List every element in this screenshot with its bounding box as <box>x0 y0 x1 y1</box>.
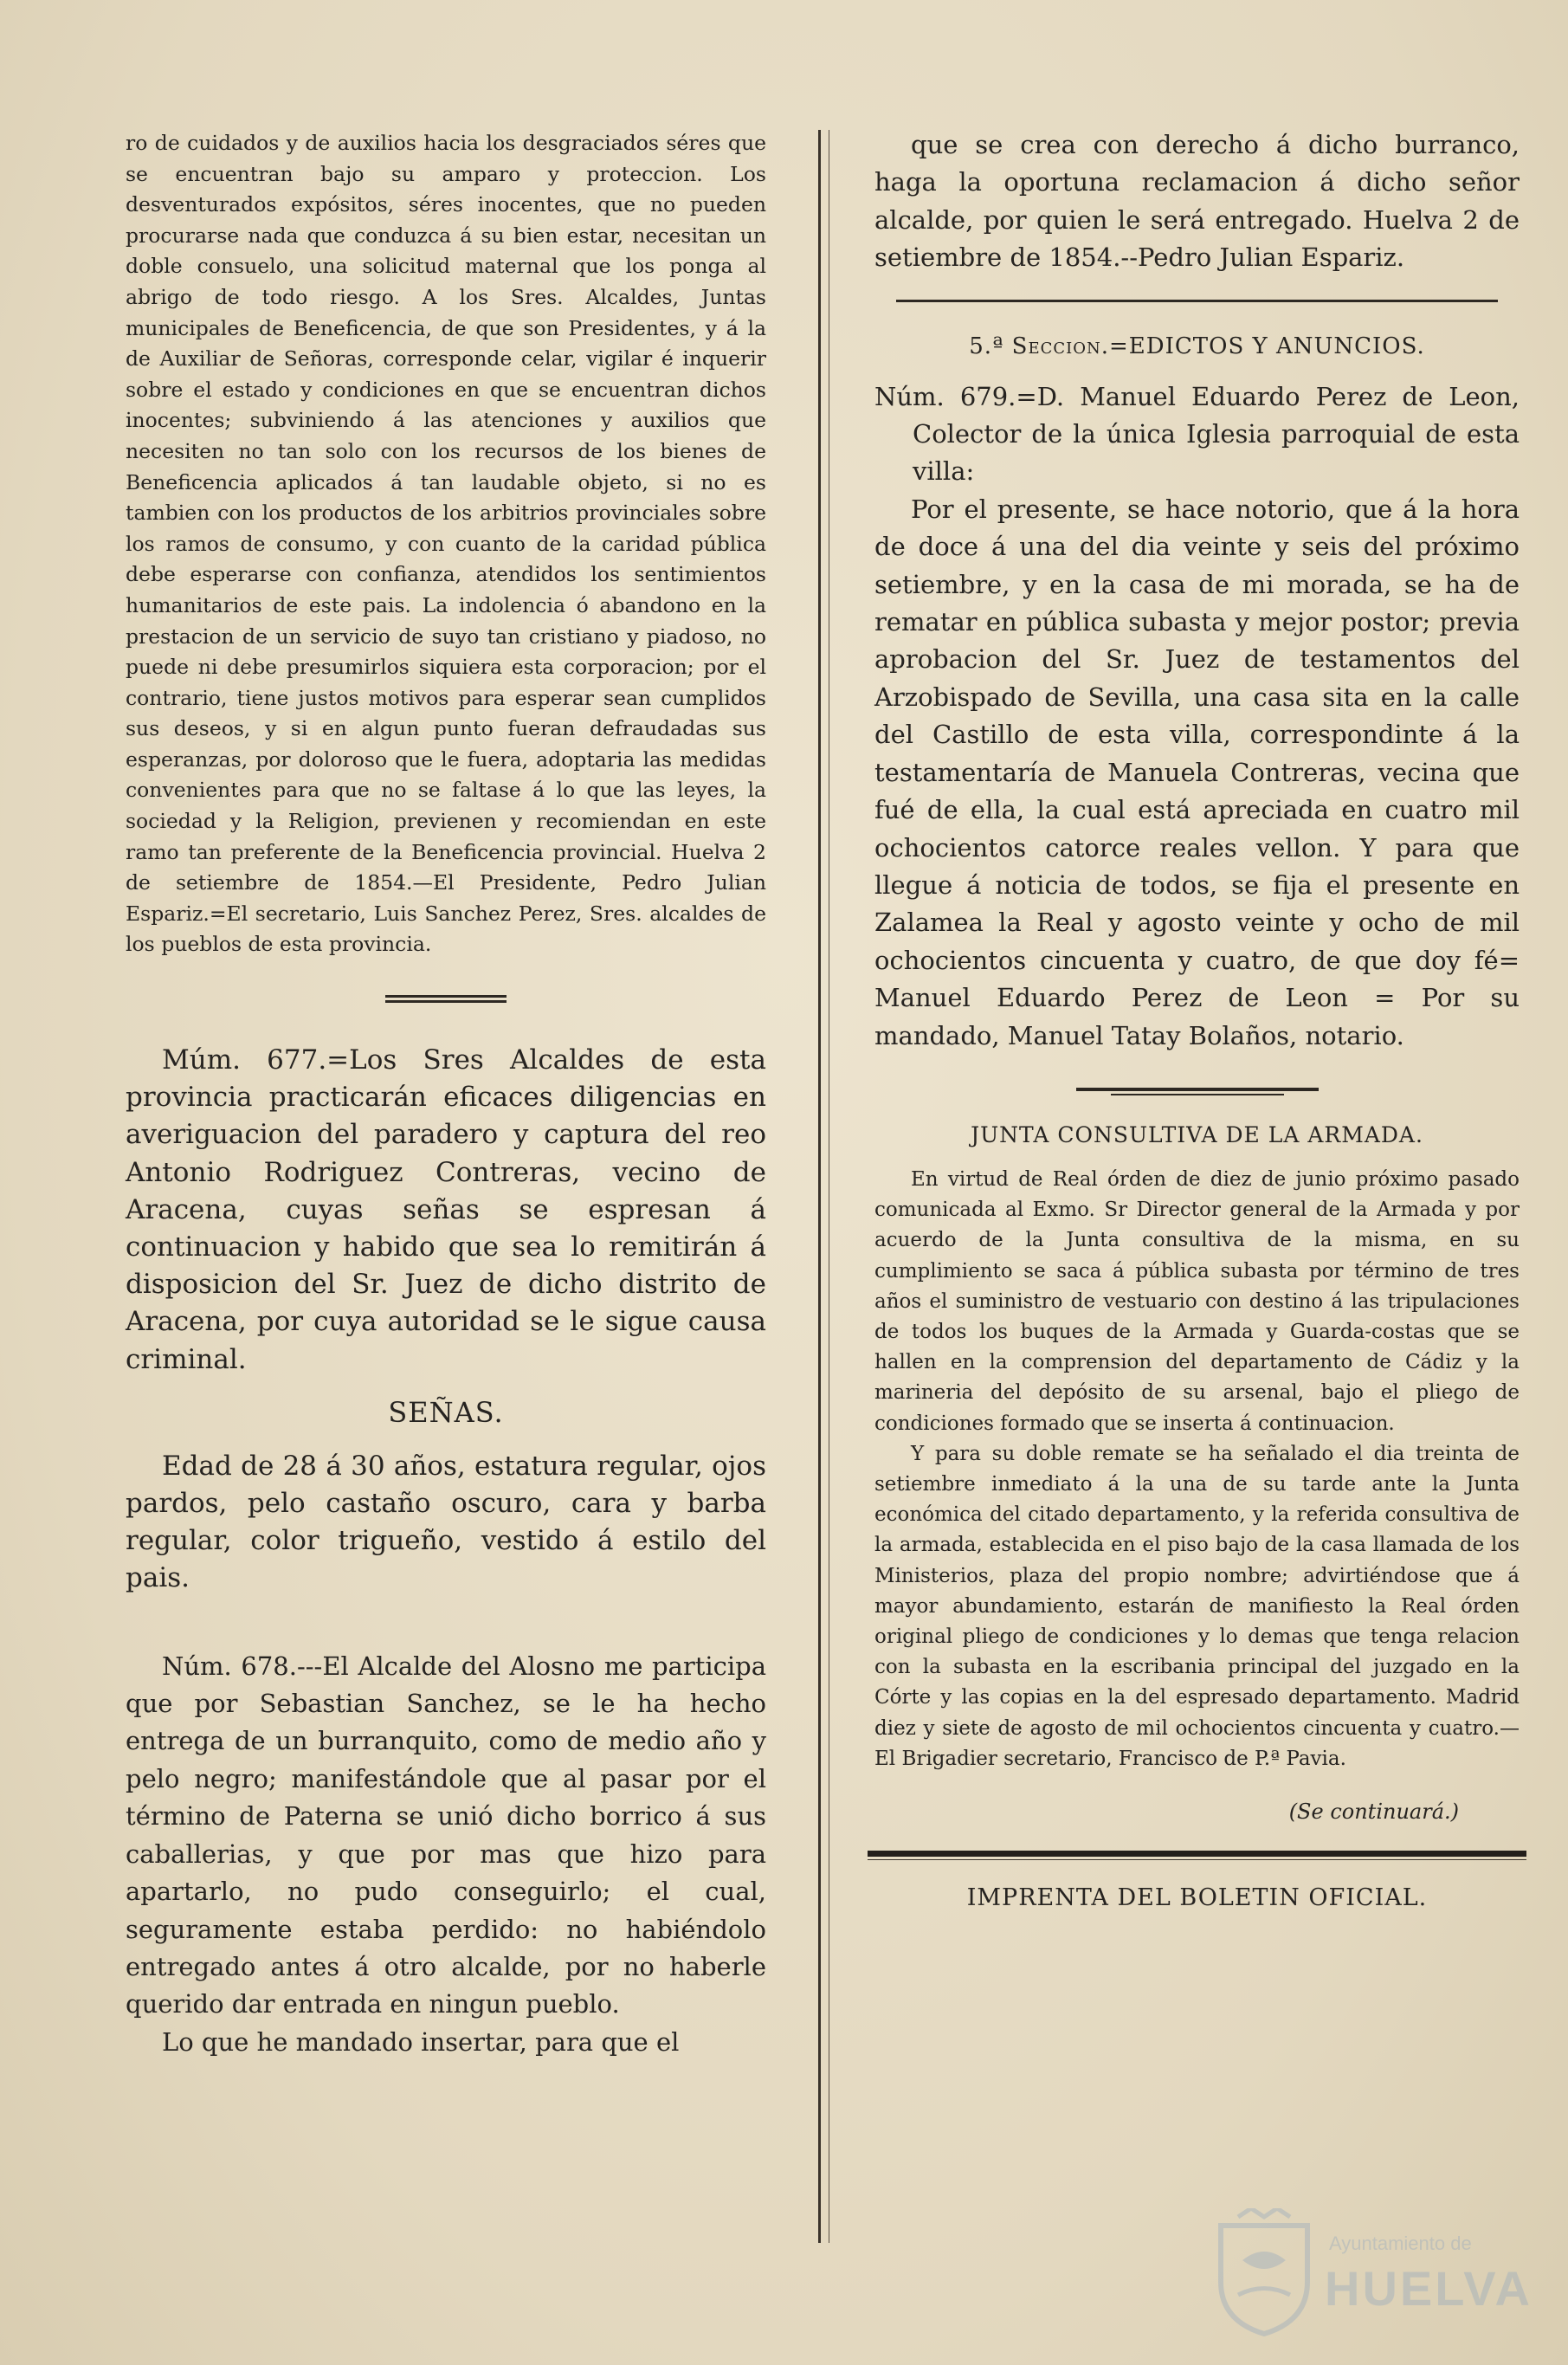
watermark-caption: Ayuntamiento de <box>1329 2233 1472 2254</box>
separator-ornament <box>126 995 766 1004</box>
announcement-678-closing: Lo que he mandado insertar, para que el <box>162 2026 680 2057</box>
announcement-678: Núm. 678.---El Alcalde del Alosno me participa que por Sebastian Sanchez, se le ha hecho entrega de un burranquito, como de medio año y pelo negro; manifestándole que al pasar por el término de Paterna se unió dicho borrico á sus caballerias, y que por mas que hizo para apartarlo, no pudo conseguirlo; el cual, seguramente estaba perdido: no habiéndolo entregado antes á otro alcalde, por no haberle querido dar entrada en ningun pueblo. <box>126 1651 766 2019</box>
beneficencia-circular-text: ro de cuidados y de auxilios hacia los desgraciados séres que se encuentran bajo su amparo y proteccion. Los desventurados expósitos, séres inocentes, que no pueden procurarse nada que conduzca á su bien estar, necesitan un doble consuelo, una solicitud maternal que los ponga al abrigo de todo riesgo. A los Sres. Alcaldes, Juntas municipales de Beneficencia, de que son Presidentes, y á la de Auxiliar de Señoras, corresponde celar, vigilar é inquerir sobre el estado y condiciones en que se encuentran dichos inocentes; subviniendo á las atenciones y auxilios que necesiten no tan solo con los recursos de los bienes de Beneficencia aplicados á tan laudable objeto, si no es tambien con los productos de los arbitrios provinciales sobre los ramos de consumo, y con cuanto de la caridad pública debe esperarse con confianza, atendidos los sentimientos humanitarios de este pais. La indolencia ó abandono en la prestacion de un servicio de suyo tan cristiano y piadoso, no puede ni debe presumirlos siquiera esta corporacion; por el contrario, tiene justos motivos para esperar sean cumplidos sus deseos, y si en algun punto fueran defraudadas sus esperanzas, por doloroso que le fuera, adoptaria las medidas convenientes para que no se faltase á lo que las leyes, la sociedad y la Religion, previenen y recomiendan en este ramo tan preferente de la Beneficencia provincial. Huelva 2 de setiembre de 1854.—El Presidente, Pedro Julian Espariz.=El secretario, Luis Sanchez Perez, Sres. alcaldes de los pueblos de esta provincia. <box>126 131 766 957</box>
junta-heading: JUNTA CONSULTIVA DE LA ARMADA. <box>971 1121 1423 1147</box>
right-column <box>874 128 1520 1911</box>
section-title: =EDICTOS Y ANUNCIOS. <box>1109 333 1425 359</box>
announcement-677: Múm. 677.=Los Sres Alcaldes de esta provincia practicarán eficaces diligencias en averiguacion del paradero y captura del reo Antonio Rodriguez Contreras, vecino de Aracena, cuyas señas se espresan á continuacion y habido que sea lo remitirán á disposicion del Sr. Juez de dicho distrito de Aracena, por cuya autoridad se le sigue causa criminal. <box>126 1044 766 1375</box>
archive-watermark <box>1212 2200 1533 2347</box>
left-column <box>126 128 766 2061</box>
crest-icon <box>1212 2208 1316 2338</box>
announcement-678-continuation: que se crea con derecho á dicho burranco, haga la oportuna reclamacion á dicho señor alcalde, por quien le será entregado. Huelva 2 de setiembre de 1854.--Pedro Julian Espariz. <box>874 130 1520 273</box>
junta-remate: Y para su doble remate se ha señalado el dia treinta de setiembre inmediato á la una de su tarde ante la Junta económica del citado departamento, y la referida consultiva de la armada, establecida en el piso bajo de la casa llamada de los Ministerios, plaza del propio nombre; advirtiéndose que á mayor abundamiento, estarán de manifiesto la Real órden original pliego de condiciones y lo demas que tenga relacion con la subasta en la escribania principal del juzgado en la Córte y las copias en la del espresado departamento. Madrid diez y siete de agosto de mil ochocientos cincuenta y cuatro.—El Brigadier secretario, Francisco de P.ª Pavia. <box>874 1442 1520 1770</box>
printer-imprint: IMPRENTA DEL BOLETIN OFICIAL. <box>966 1884 1428 1911</box>
junta-announcement: En virtud de Real órden de diez de junio próximo pasado comunicada al Exmo. Sr Director general de la Armada y por acuerdo de la Junta consultiva de la misma, en su cumplimiento se saca á pública subasta por término de tres años el suministro de vestuario con destino á las tripulaciones de todos los buques de la Armada y Guarda-costas que se hallen en la comprension del departamento de Cádiz y la marineria del depósito de su arsenal, bajo el pliego de condiciones formado que se inserta á continuacion. <box>874 1167 1520 1435</box>
watermark-title: HUELVA <box>1325 2261 1533 2316</box>
continuation-note: (Se continuará.) <box>1288 1800 1459 1824</box>
announcement-679-body: Por el presente, se hace notorio, que á la hora de doce á una del dia veinte y seis del próximo setiembre, y en la casa de mi morada, se ha de rematar en pública subasta y mejor postor; previa aprobacion del Sr. Juez de testamentos del Arzobispado de Sevilla, una casa sita en la calle del Castillo de esta villa, correspondinte á la testamentaría de Manuela Contreras, vecina que fué de ella, la cual está apreciada en cuatro mil ochocientos catorce reales vellon. Y para que llegue á noticia de todos, se fija el presente en Zalamea la Real y agosto veinte y ocho de mil ochocientos cincuenta y cuatro, de que doy fé= Manuel Eduardo Perez de Leon = Por su mandado, Manuel Tatay Bolaños, notario. <box>874 494 1520 1050</box>
section-heading <box>874 333 1520 359</box>
senas-description: Edad de 28 á 30 años, estatura regular, ojos pardos, pelo castaño oscuro, cara y barba regular, color trigueño, vestido á estilo del pais. <box>126 1450 766 1594</box>
column-divider <box>818 130 821 2243</box>
senas-heading: SEÑAS. <box>388 1395 504 1429</box>
section-number: 5.ª Seccion. <box>969 333 1110 359</box>
footer-rule <box>868 1851 1526 1857</box>
announcement-679-header: Núm. 679.=D. Manuel Eduardo Perez de Leon, Colector de la única Iglesia parroquial de esta villa: <box>874 381 1520 487</box>
separator-ornament <box>874 1088 1520 1096</box>
